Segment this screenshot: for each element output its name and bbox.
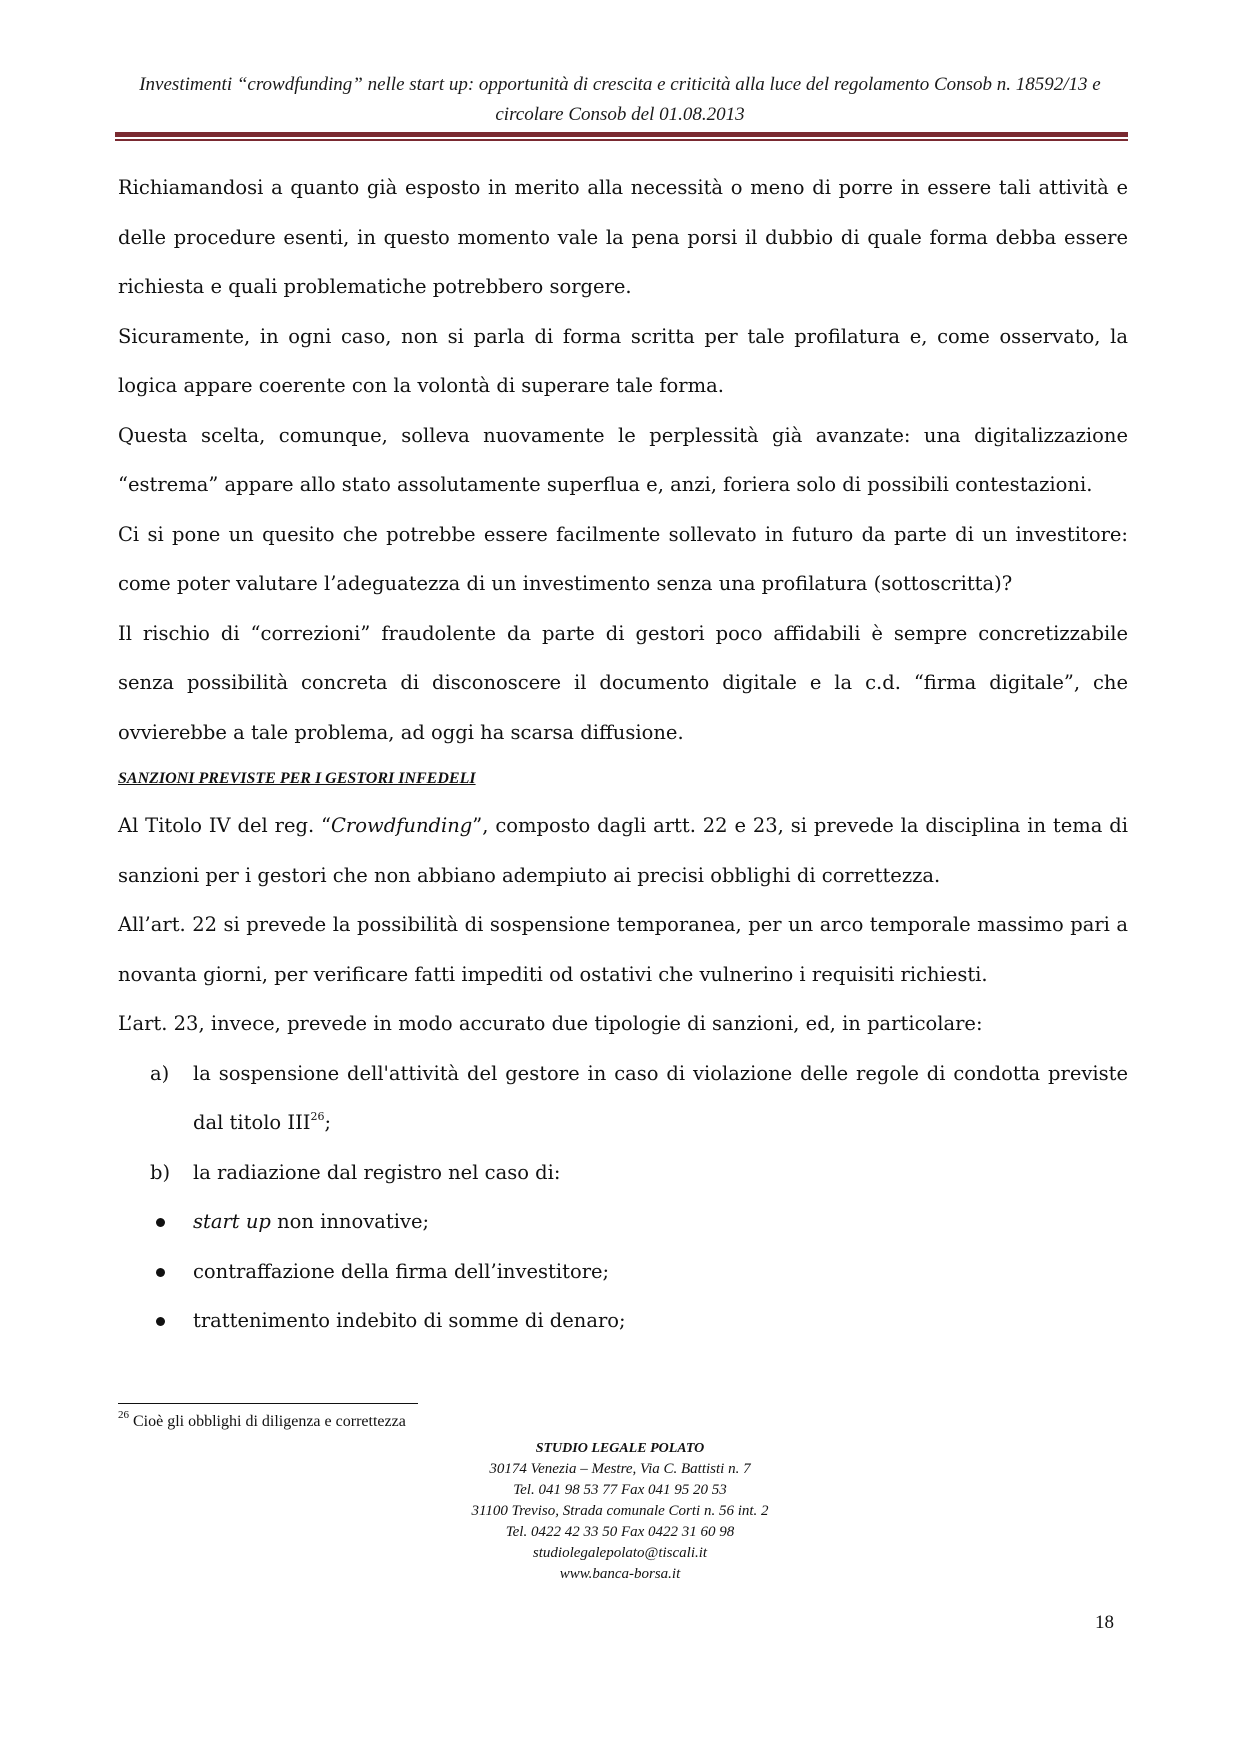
list-item-a-end: ; — [324, 1111, 332, 1134]
list-marker-b: b) — [150, 1160, 171, 1184]
bullet-icon — [156, 1317, 165, 1326]
paragraph-6 — [118, 801, 1128, 900]
list-item-a-text: la sospensione dell'attività del gestore in caso di violazione delle regole di condotta previste dal titolo III — [193, 1061, 1128, 1134]
footer-phone-venezia: Tel. 041 98 53 77 Fax 041 95 20 53 — [513, 1482, 727, 1498]
bullet-1-text: non innovative; — [270, 1210, 430, 1233]
header-rule-thick — [115, 132, 1128, 137]
bullet-2-text: contraffazione della firma dell’investitore; — [193, 1259, 610, 1283]
bullet-item — [118, 1247, 1128, 1297]
list-item-b-text: la radiazione dal registro nel caso di: — [193, 1160, 561, 1184]
bullet-icon — [156, 1218, 165, 1227]
footer — [320, 1438, 920, 1585]
bullet-item — [118, 1296, 1128, 1346]
footnote-reference[interactable]: 26 — [310, 1109, 325, 1123]
footer-studio-name: STUDIO LEGALE POLATO — [535, 1441, 705, 1456]
paragraph-1: Richiamandosi a quanto già esposto in merito alla necessità o meno di porre in essere tali attività e delle procedure esenti, in questo momento vale la pena porsi il dubbio di quale forma debba essere richiesta e quali problematiche potrebbero sorgere. — [118, 176, 1128, 298]
footer-email-link[interactable]: studiolegalepolato@tiscali.it — [532, 1545, 708, 1561]
bullet-1-italic: start up — [193, 1210, 271, 1233]
paragraph-6-end: ”, composto dagli artt. 22 e 23, si prevede la disciplina in tema di sanzioni per i gestori che non abbiano adempiuto ai precisi obblighi di correttezza. — [118, 814, 1128, 887]
footnote-number: 26 — [118, 1408, 129, 1421]
paragraph-2: Sicuramente, in ogni caso, non si parla di forma scritta per tale profilatura e, come osservato, la logica appare coerente con la volontà di superare tale forma. — [118, 324, 1128, 397]
paragraph-4: Ci si pone un quesito che potrebbe essere facilmente sollevato in futuro da parte di un investitore: come poter valutare l’adeguatezza di un investimento senza una profilatura (sottoscritta)? — [118, 522, 1128, 595]
list-item-b — [118, 1148, 1128, 1198]
running-header-title: Investimenti “crowdfunding” nelle start up: opportunità di crescita e criticità alla luce del regolamento Consob n. 18592/13 e circolare Consob del 01.08.2013 — [139, 74, 1101, 125]
paragraph-8: L’art. 23, invece, prevede in modo accurato due tipologie di sanzioni, ed, in particolare: — [118, 1012, 983, 1035]
list-marker-a: a) — [150, 1061, 170, 1085]
section-title: SANZIONI PREVISTE PER I GESTORI INFEDELI — [118, 770, 476, 787]
footer-phone-treviso: Tel. 0422 42 33 50 Fax 0422 31 60 98 — [505, 1524, 735, 1540]
paragraph-3: Questa scelta, comunque, solleva nuovamente le perplessità già avanzate: una digitalizzazione “estrema” appare allo stato assolutamente superflua e, anzi, foriera solo di possibili contestazioni. — [118, 423, 1128, 496]
footer-address-venezia: 30174 Venezia – Mestre, Via C. Battisti n. 7 — [489, 1461, 751, 1477]
paragraph-7: All’art. 22 si prevede la possibilità di sospensione temporanea, per un arco temporale massimo pari a novanta giorni, per verificare fatti impediti od ostativi che vulnerino i requisiti richiesti. — [118, 913, 1128, 986]
list-item-a — [118, 1049, 1128, 1148]
footnote-separator — [118, 1403, 418, 1404]
paragraph-5: Il rischio di “correzioni” fraudolente da parte di gestori poco affidabili è sempre concretizzabile senza possibilità concreta di disconoscere il documento digitale e la c.d. “firma digitale”, che ovvierebbe a tale problema, ad oggi ha scarsa diffusione. — [118, 621, 1128, 744]
header-rule-thin — [115, 139, 1128, 141]
footer-address-treviso: 31100 Treviso, Strada comunale Corti n. 56 int. 2 — [471, 1503, 769, 1519]
paragraph-6-start: Al Titolo IV del reg. “ — [118, 814, 332, 837]
page-number: 18 — [1095, 1612, 1114, 1633]
bullet-icon — [156, 1268, 165, 1277]
body-text — [118, 163, 1128, 1346]
bullet-item — [118, 1197, 1128, 1247]
crowdfunding-term: Crowdfunding — [331, 814, 473, 837]
sanctions-list — [118, 1049, 1128, 1346]
footer-website-link[interactable]: www.banca-borsa.it — [559, 1566, 681, 1582]
footnote — [118, 1408, 406, 1432]
footnote-text: Cioè gli obblighi di diligenza e correttezza — [129, 1413, 406, 1430]
bullet-3-text: trattenimento indebito di somme di denaro; — [193, 1309, 626, 1332]
